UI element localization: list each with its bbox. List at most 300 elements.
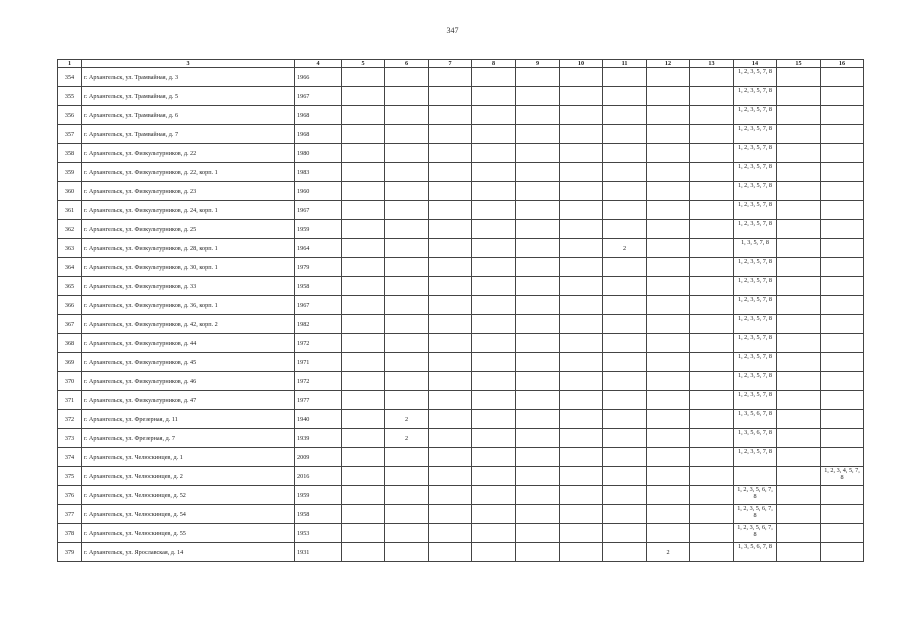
- table-cell: [777, 372, 821, 391]
- table-cell: [603, 258, 647, 277]
- table-cell: [385, 201, 429, 220]
- table-cell: [472, 410, 516, 429]
- column-16-cell: [821, 353, 864, 372]
- row-number-cell: 366: [58, 296, 82, 315]
- table-cell: [690, 315, 734, 334]
- table-cell: [385, 467, 429, 486]
- column-16-cell: [821, 277, 864, 296]
- table-cell: [342, 296, 385, 315]
- address-cell: г. Архангельск, ул. Челюскинцев, д. 55: [82, 524, 295, 543]
- column-14-cell: 1, 2, 3, 5, 6, 7, 8: [734, 524, 777, 543]
- table-cell: [647, 163, 690, 182]
- table-cell: [690, 68, 734, 87]
- column-header: 9: [516, 60, 560, 68]
- table-cell: [690, 144, 734, 163]
- year-cell: 1959: [295, 486, 342, 505]
- table-cell: [342, 372, 385, 391]
- table-cell: [516, 410, 560, 429]
- table-cell: [385, 486, 429, 505]
- table-row: [58, 125, 864, 144]
- table-cell: [516, 258, 560, 277]
- table-cell: [342, 315, 385, 334]
- table-cell: [647, 410, 690, 429]
- column-16-cell: 1, 2, 3, 4, 5, 7, 8: [821, 467, 864, 486]
- table-cell: [516, 182, 560, 201]
- table-cell: [472, 315, 516, 334]
- table-row: [58, 87, 864, 106]
- table-cell: [647, 258, 690, 277]
- table-cell: [647, 391, 690, 410]
- table-cell: [647, 505, 690, 524]
- address-cell: г. Архангельск, ул. Трамвайная, д. 3: [82, 68, 295, 87]
- address-cell: г. Архангельск, ул. Физкультурников, д. 22: [82, 144, 295, 163]
- header-row: [58, 60, 864, 68]
- table-cell: [429, 391, 472, 410]
- table-cell: [385, 144, 429, 163]
- table-cell: [647, 106, 690, 125]
- column-14-cell: 1, 2, 3, 5, 7, 8: [734, 220, 777, 239]
- table-cell: [560, 448, 603, 467]
- address-cell: г. Архангельск, ул. Фрезерная, д. 7: [82, 429, 295, 448]
- table-cell: [603, 163, 647, 182]
- table-cell: [603, 524, 647, 543]
- table-row: [58, 296, 864, 315]
- table-cell: [342, 239, 385, 258]
- table-cell: [429, 315, 472, 334]
- column-header: 12: [647, 60, 690, 68]
- table-cell: [472, 334, 516, 353]
- table-cell: [603, 125, 647, 144]
- table-cell: [472, 448, 516, 467]
- table-cell: [472, 505, 516, 524]
- row-number-cell: 360: [58, 182, 82, 201]
- table-cell: [603, 448, 647, 467]
- table-cell: [777, 201, 821, 220]
- row-number-cell: 377: [58, 505, 82, 524]
- row-number-cell: 372: [58, 410, 82, 429]
- table-cell: [690, 448, 734, 467]
- table-cell: [429, 68, 472, 87]
- table-cell: [385, 448, 429, 467]
- table-cell: [647, 87, 690, 106]
- column-14-cell: 1, 2, 3, 5, 7, 8: [734, 296, 777, 315]
- table-cell: [342, 68, 385, 87]
- table-cell: [342, 277, 385, 296]
- table-cell: [472, 163, 516, 182]
- table-cell: [516, 486, 560, 505]
- table-cell: [560, 68, 603, 87]
- table-cell: [690, 486, 734, 505]
- table-cell: [777, 182, 821, 201]
- row-number-cell: 376: [58, 486, 82, 505]
- table-cell: [385, 315, 429, 334]
- table-cell: [603, 220, 647, 239]
- column-header: 8: [472, 60, 516, 68]
- table-cell: [560, 410, 603, 429]
- table-cell: [647, 144, 690, 163]
- table-cell: [560, 144, 603, 163]
- table-cell: [777, 296, 821, 315]
- row-number-cell: 358: [58, 144, 82, 163]
- address-cell: г. Архангельск, ул. Физкультурников, д. 22, корп. 1: [82, 163, 295, 182]
- table-cell: [342, 144, 385, 163]
- table-cell: [516, 372, 560, 391]
- table-body: [58, 68, 864, 562]
- column-header: 5: [342, 60, 385, 68]
- table-cell: [342, 410, 385, 429]
- address-cell: г. Архангельск, ул. Челюскинцев, д. 2: [82, 467, 295, 486]
- table-cell: [385, 163, 429, 182]
- table-row: [58, 372, 864, 391]
- column-header: 10: [560, 60, 603, 68]
- column-14-cell: 1, 2, 3, 5, 7, 8: [734, 125, 777, 144]
- table-cell: [385, 239, 429, 258]
- row-number-cell: 363: [58, 239, 82, 258]
- table-cell: [690, 372, 734, 391]
- table-cell: [516, 505, 560, 524]
- table-cell: [516, 144, 560, 163]
- column-14-cell: 1, 2, 3, 5, 7, 8: [734, 353, 777, 372]
- table-cell: [690, 220, 734, 239]
- table-cell: [385, 391, 429, 410]
- table-cell: [472, 106, 516, 125]
- year-cell: 1959: [295, 220, 342, 239]
- table-row: [58, 391, 864, 410]
- table-cell: [516, 391, 560, 410]
- table-cell: [777, 467, 821, 486]
- column-14-cell: 1, 2, 3, 5, 6, 7, 8: [734, 486, 777, 505]
- table-cell: [516, 524, 560, 543]
- table-cell: [516, 296, 560, 315]
- table-cell: [560, 334, 603, 353]
- table-cell: [516, 315, 560, 334]
- table-cell: [342, 87, 385, 106]
- year-cell: 2016: [295, 467, 342, 486]
- table-row: [58, 467, 864, 486]
- table-cell: [777, 315, 821, 334]
- column-16-cell: [821, 201, 864, 220]
- table-cell: [429, 353, 472, 372]
- year-cell: 1972: [295, 372, 342, 391]
- table-cell: [342, 543, 385, 562]
- column-16-cell: [821, 410, 864, 429]
- table-cell: [690, 391, 734, 410]
- table-cell: [777, 106, 821, 125]
- table-cell: [516, 87, 560, 106]
- table-cell: [342, 106, 385, 125]
- table-cell: [516, 543, 560, 562]
- column-14-cell: 1, 2, 3, 5, 7, 8: [734, 448, 777, 467]
- table-cell: [516, 353, 560, 372]
- table-cell: 2: [385, 410, 429, 429]
- table-cell: [516, 201, 560, 220]
- column-14-cell: 1, 2, 3, 5, 7, 8: [734, 391, 777, 410]
- year-cell: 2009: [295, 448, 342, 467]
- year-cell: 1967: [295, 201, 342, 220]
- table-cell: [777, 505, 821, 524]
- column-header: 15: [777, 60, 821, 68]
- table-cell: [429, 429, 472, 448]
- address-cell: г. Архангельск, ул. Челюскинцев, д. 1: [82, 448, 295, 467]
- column-header: 14: [734, 60, 777, 68]
- table-cell: [342, 524, 385, 543]
- table-row: [58, 144, 864, 163]
- column-16-cell: [821, 68, 864, 87]
- table-cell: [560, 315, 603, 334]
- column-16-cell: [821, 106, 864, 125]
- table-cell: [560, 505, 603, 524]
- table-cell: [385, 296, 429, 315]
- table-cell: [647, 353, 690, 372]
- table-cell: [560, 258, 603, 277]
- table-cell: [647, 220, 690, 239]
- table-cell: [603, 429, 647, 448]
- table-cell: [429, 106, 472, 125]
- column-16-cell: [821, 334, 864, 353]
- year-cell: 1971: [295, 353, 342, 372]
- table-cell: [342, 391, 385, 410]
- table-cell: [429, 125, 472, 144]
- table-cell: [647, 68, 690, 87]
- table-cell: [429, 182, 472, 201]
- row-number-cell: 355: [58, 87, 82, 106]
- column-16-cell: [821, 296, 864, 315]
- table-cell: [777, 258, 821, 277]
- row-number-cell: 370: [58, 372, 82, 391]
- address-cell: г. Архангельск, ул. Ярославская, д. 14: [82, 543, 295, 562]
- address-cell: г. Архангельск, ул. Трамвайная, д. 6: [82, 106, 295, 125]
- table-cell: [690, 543, 734, 562]
- row-number-cell: 362: [58, 220, 82, 239]
- table-cell: [516, 68, 560, 87]
- table-cell: [603, 277, 647, 296]
- table-cell: [516, 467, 560, 486]
- table-cell: [560, 87, 603, 106]
- column-14-cell: 1, 2, 3, 5, 7, 8: [734, 163, 777, 182]
- row-number-cell: 359: [58, 163, 82, 182]
- row-number-cell: 365: [58, 277, 82, 296]
- table-cell: [472, 258, 516, 277]
- table-cell: [385, 543, 429, 562]
- table-cell: [603, 68, 647, 87]
- table-cell: [472, 125, 516, 144]
- row-number-cell: 373: [58, 429, 82, 448]
- column-14-cell: 1, 2, 3, 5, 7, 8: [734, 87, 777, 106]
- table-cell: [560, 182, 603, 201]
- table-cell: [385, 125, 429, 144]
- year-cell: 1967: [295, 87, 342, 106]
- table-cell: [690, 505, 734, 524]
- table-cell: [603, 505, 647, 524]
- table-cell: [385, 524, 429, 543]
- table-cell: [690, 182, 734, 201]
- address-cell: г. Архангельск, ул. Челюскинцев, д. 52: [82, 486, 295, 505]
- address-cell: г. Архангельск, ул. Физкультурников, д. 44: [82, 334, 295, 353]
- table-cell: [560, 524, 603, 543]
- table-cell: [560, 429, 603, 448]
- column-14-cell: 1, 2, 3, 5, 7, 8: [734, 277, 777, 296]
- table-cell: [516, 125, 560, 144]
- table-cell: [472, 296, 516, 315]
- year-cell: 1939: [295, 429, 342, 448]
- table-cell: [516, 277, 560, 296]
- year-cell: 1968: [295, 125, 342, 144]
- column-header: 3: [82, 60, 295, 68]
- table-cell: [472, 277, 516, 296]
- table-row: [58, 353, 864, 372]
- table-row: [58, 106, 864, 125]
- column-16-cell: [821, 87, 864, 106]
- table-cell: [647, 315, 690, 334]
- column-16-cell: [821, 315, 864, 334]
- table-cell: [690, 334, 734, 353]
- column-14-cell: 1, 2, 3, 5, 7, 8: [734, 106, 777, 125]
- table-cell: [560, 296, 603, 315]
- table-cell: [777, 277, 821, 296]
- table-cell: [560, 467, 603, 486]
- row-number-cell: 374: [58, 448, 82, 467]
- table-cell: [777, 163, 821, 182]
- table-cell: [429, 201, 472, 220]
- table-row: [58, 448, 864, 467]
- table-row: [58, 220, 864, 239]
- column-16-cell: [821, 163, 864, 182]
- column-16-cell: [821, 391, 864, 410]
- page-number: 347: [446, 26, 459, 35]
- column-14-cell: 1, 2, 3, 5, 7, 8: [734, 144, 777, 163]
- column-16-cell: [821, 429, 864, 448]
- table-row: [58, 163, 864, 182]
- year-cell: 1964: [295, 239, 342, 258]
- table-cell: [647, 277, 690, 296]
- address-cell: г. Архангельск, ул. Физкультурников, д. 24, корп. 1: [82, 201, 295, 220]
- table-cell: [647, 239, 690, 258]
- table-cell: [516, 163, 560, 182]
- row-number-cell: 367: [58, 315, 82, 334]
- table-cell: 2: [603, 239, 647, 258]
- column-14-cell: 1, 2, 3, 5, 7, 8: [734, 334, 777, 353]
- table-cell: [603, 410, 647, 429]
- table-cell: [560, 486, 603, 505]
- table-cell: [385, 353, 429, 372]
- table-cell: [472, 201, 516, 220]
- table-cell: [385, 106, 429, 125]
- table-row: [58, 258, 864, 277]
- column-16-cell: [821, 182, 864, 201]
- table-cell: [342, 448, 385, 467]
- table-cell: [690, 410, 734, 429]
- table-row: [58, 505, 864, 524]
- table-cell: [429, 467, 472, 486]
- address-cell: г. Архангельск, ул. Физкультурников, д. 25: [82, 220, 295, 239]
- address-cell: г. Архангельск, ул. Физкультурников, д. 36, корп. 1: [82, 296, 295, 315]
- table-cell: [429, 334, 472, 353]
- address-cell: г. Архангельск, ул. Физкультурников, д. 30, корп. 1: [82, 258, 295, 277]
- table-cell: [690, 353, 734, 372]
- year-cell: 1967: [295, 296, 342, 315]
- year-cell: 1960: [295, 182, 342, 201]
- table-cell: [603, 372, 647, 391]
- table-row: [58, 543, 864, 562]
- table-cell: [385, 505, 429, 524]
- table-cell: [429, 410, 472, 429]
- row-number-cell: 368: [58, 334, 82, 353]
- table-cell: [516, 448, 560, 467]
- table-row: [58, 277, 864, 296]
- column-16-cell: [821, 543, 864, 562]
- table-cell: [472, 239, 516, 258]
- table-cell: [342, 201, 385, 220]
- table-cell: [429, 239, 472, 258]
- table-cell: [429, 220, 472, 239]
- table-cell: [603, 315, 647, 334]
- table-row: [58, 239, 864, 258]
- table-cell: [647, 524, 690, 543]
- address-cell: г. Архангельск, ул. Физкультурников, д. 47: [82, 391, 295, 410]
- table-row: [58, 429, 864, 448]
- table-cell: [777, 334, 821, 353]
- column-16-cell: [821, 220, 864, 239]
- column-14-cell: 1, 2, 3, 5, 7, 8: [734, 201, 777, 220]
- table-cell: [777, 448, 821, 467]
- column-16-cell: [821, 258, 864, 277]
- column-16-cell: [821, 125, 864, 144]
- year-cell: 1931: [295, 543, 342, 562]
- year-cell: 1979: [295, 258, 342, 277]
- table-cell: [472, 467, 516, 486]
- column-header: 13: [690, 60, 734, 68]
- table-cell: [603, 182, 647, 201]
- column-header: 11: [603, 60, 647, 68]
- table-cell: [342, 429, 385, 448]
- table-cell: [342, 125, 385, 144]
- table-cell: [690, 258, 734, 277]
- table-cell: [603, 334, 647, 353]
- table-cell: [690, 239, 734, 258]
- column-14-cell: 1, 3, 5, 6, 7, 8: [734, 410, 777, 429]
- table-row: [58, 486, 864, 505]
- address-cell: г. Архангельск, ул. Физкультурников, д. 33: [82, 277, 295, 296]
- column-14-cell: 1, 3, 5, 6, 7, 8: [734, 543, 777, 562]
- year-cell: 1977: [295, 391, 342, 410]
- table-cell: [777, 125, 821, 144]
- table-cell: [342, 467, 385, 486]
- table-cell: [429, 372, 472, 391]
- table-cell: [560, 220, 603, 239]
- table-cell: [647, 467, 690, 486]
- year-cell: 1958: [295, 505, 342, 524]
- address-cell: г. Архангельск, ул. Физкультурников, д. 46: [82, 372, 295, 391]
- column-header: 16: [821, 60, 864, 68]
- address-cell: г. Архангельск, ул. Фрезерная, д. 11: [82, 410, 295, 429]
- year-cell: 1980: [295, 144, 342, 163]
- table-cell: 2: [647, 543, 690, 562]
- table-cell: [777, 524, 821, 543]
- table-cell: [472, 391, 516, 410]
- column-16-cell: [821, 448, 864, 467]
- table-cell: [603, 106, 647, 125]
- table-cell: [603, 353, 647, 372]
- table-cell: [342, 334, 385, 353]
- address-cell: г. Архангельск, ул. Трамвайная, д. 5: [82, 87, 295, 106]
- table-cell: [690, 524, 734, 543]
- year-cell: 1983: [295, 163, 342, 182]
- table-cell: [647, 201, 690, 220]
- table-cell: [603, 201, 647, 220]
- table-cell: [516, 239, 560, 258]
- table-cell: [777, 391, 821, 410]
- table-cell: [560, 201, 603, 220]
